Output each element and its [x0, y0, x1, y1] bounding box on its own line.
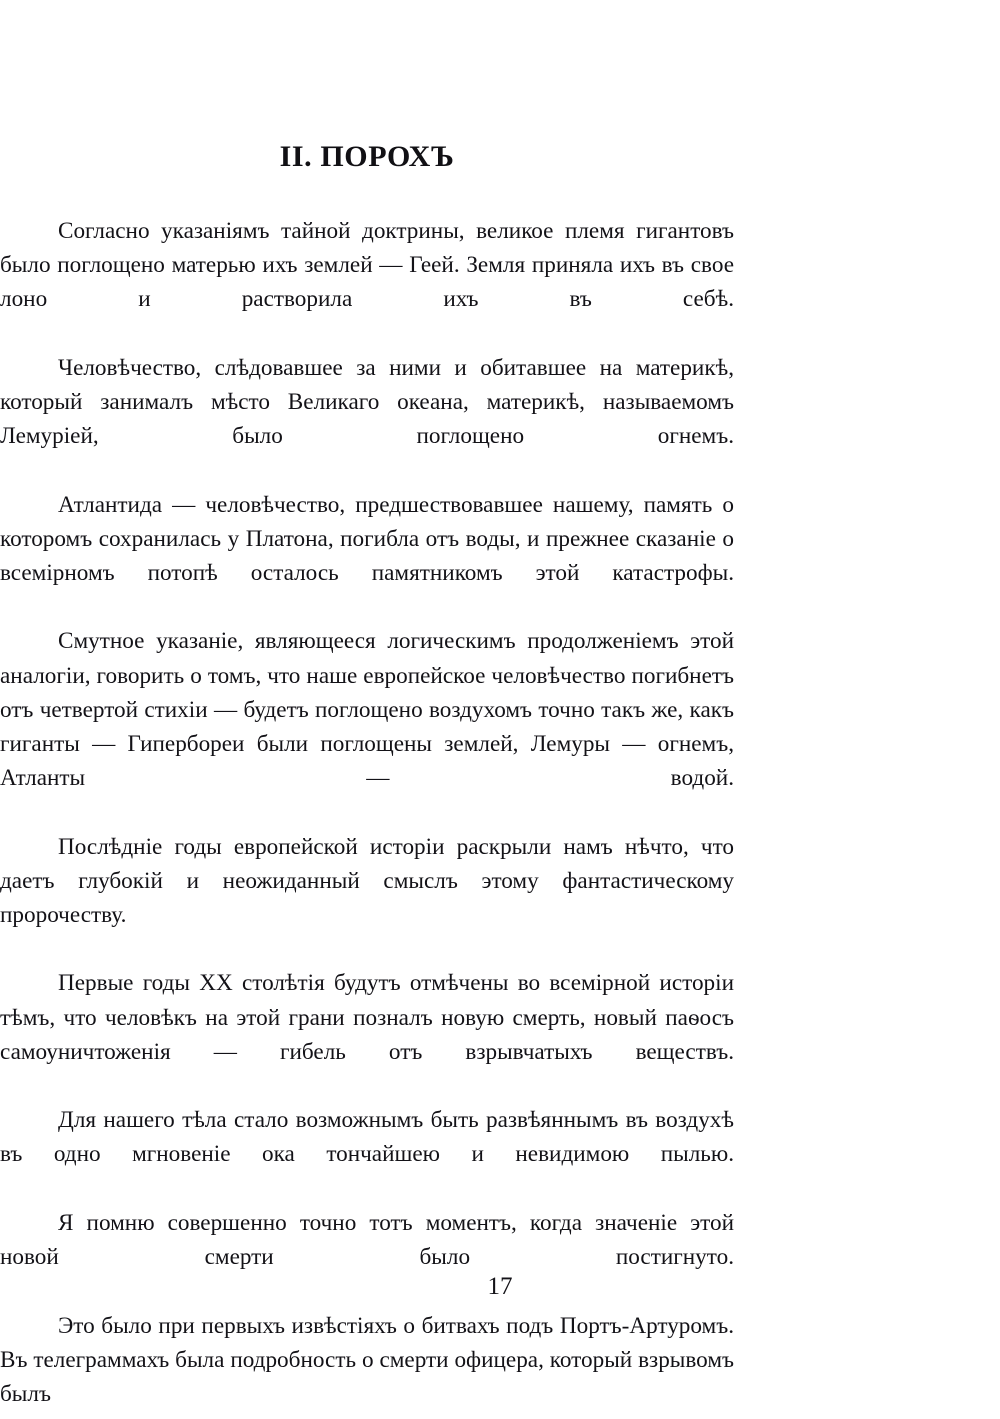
paragraph: Это было при первыхъ извѣстіяхъ о битвахъ подъ Портъ-Артуромъ. Въ телеграммахъ была подробность о смерти офицера, который взрывомъ былъ [0, 1312, 734, 1407]
paragraph: Атлантида — человѣчество, предшествовавшее нашему, память о которомъ сохранилась у Платона, погибла отъ воды, и прежнее сказаніе о всемірномъ потопѣ осталось памятникомъ этой катастрофы. [0, 491, 734, 587]
body-text [0, 214, 734, 1419]
chapter-title: II. ПОРОХЪ [279, 140, 455, 173]
paragraph: Послѣдніе годы европейской исторіи раскрыли намъ нѣчто, что даетъ глубокій и неожиданный смыслъ этому фантастическому пророчеству. [0, 833, 734, 929]
page-number: 17 [487, 1273, 513, 1300]
paragraph: Первые годы XX столѣтія будутъ отмѣчены во всемірной исторіи тѣмъ, что человѣкъ на этой грани позналъ новую смерть, новый паѳосъ самоуничтоженія — гибель отъ взрывчатыхъ веществъ. [0, 970, 734, 1065]
paragraph: Смутное указаніе, являющееся логическимъ продолженіемъ этой аналогіи, говорить о томъ, что наше европейское человѣчество погибнетъ отъ четвертой стихіи — будетъ поглощено воздухомъ точно такъ же, какъ гиганты — Гипербореи были поглощены землей, Лемуры — огнемъ, Атланты — водой. [0, 628, 734, 792]
paragraph: Я помню совершенно точно тотъ моментъ, когда значеніе этой новой смерти было постигнуто. [0, 1209, 734, 1271]
paragraph: Согласно указаніямъ тайной доктрины, великое племя гигантовъ было поглощено матерью ихъ землей — Геей. Земля приняла ихъ въ свое лоно и растворила ихъ въ себѣ. [0, 218, 734, 313]
paragraph: Человѣчество, слѣдовавшее за ними и обитавшее на материкѣ, который занималъ мѣсто Великаго океана, материкѣ, называемомъ Лемуріей, было поглощено огнемъ. [0, 354, 734, 450]
paragraph: Для нашего тѣла стало возможнымъ быть развѣяннымъ въ воздухѣ въ одно мгновеніе ока тончайшею и невидимою пылью. [0, 1107, 734, 1168]
